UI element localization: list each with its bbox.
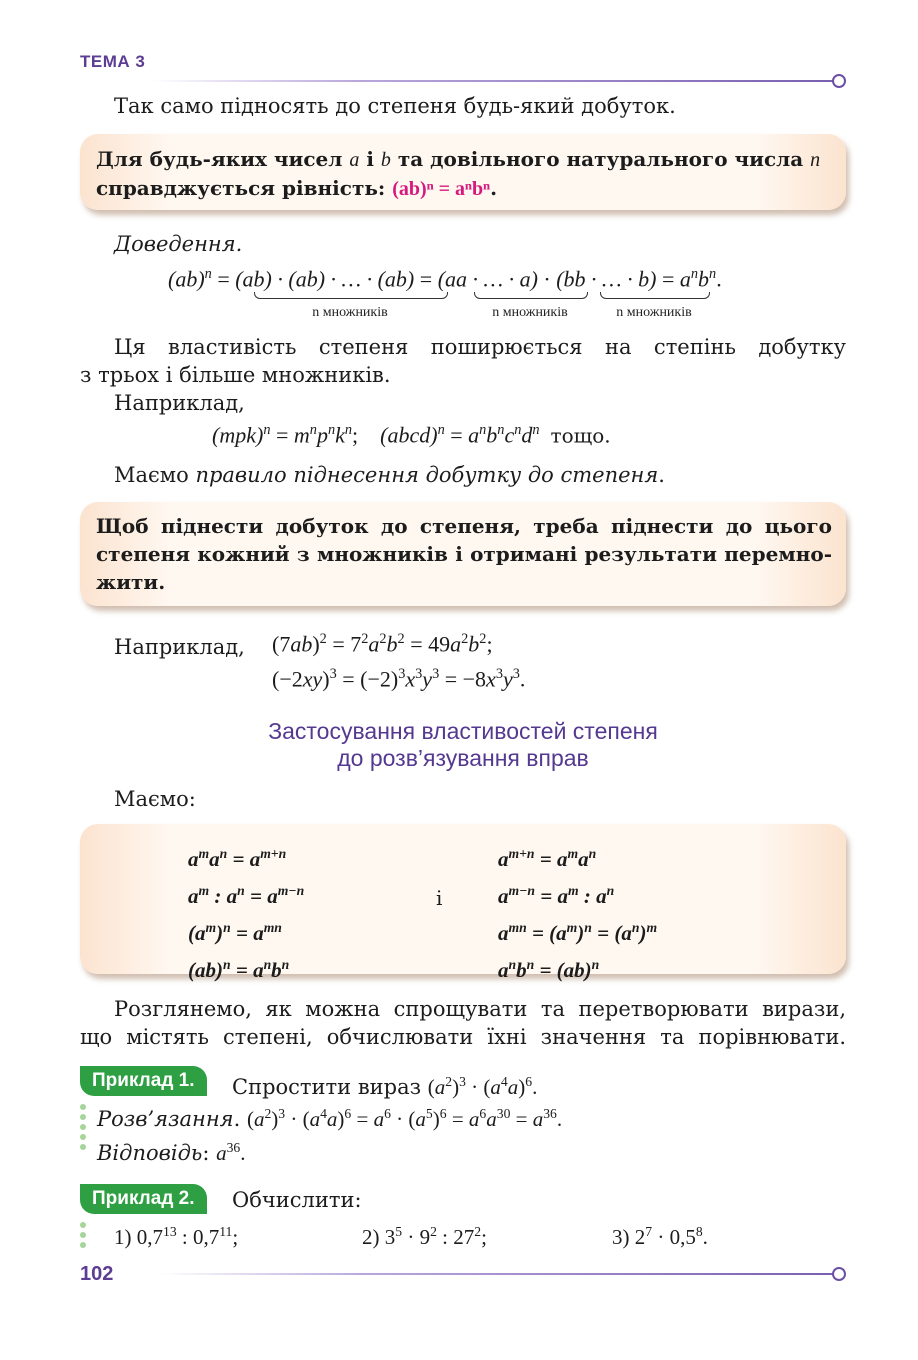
rule-box [80, 502, 846, 606]
example-1-task: Спростити вираз $(a^2)^3 \cdot (a^4a)^6$. [232, 1074, 538, 1099]
brace-1 [254, 292, 448, 299]
rule-intro: Маємо правило піднесення добутку до степеня. [114, 463, 665, 487]
example-2-task: Обчислити: [232, 1188, 362, 1212]
example-formula-2: $(-2xy)^3 = (-2)^3x^3y^3 = -8x^3y^3$. [272, 666, 526, 692]
rule-line-1: Щоб піднести добуток до степеня, треба піднести до цього [96, 514, 832, 538]
examples-label: Наприклад, [114, 635, 245, 659]
footer-ring-icon [832, 1267, 846, 1281]
theorem-formula: (ab)ⁿ = aⁿbⁿ [392, 178, 491, 200]
theorem-box [80, 134, 846, 210]
paragraph-1a: Ця властивість степеня поширюється на степінь добутку [114, 335, 846, 359]
proof-label: Доведення. [114, 232, 243, 256]
multi-factor-formula: $(mpk)^n = m^np^nk^n$; (abcd)$^n$ = $a^nb^nc^nd^n$ тощо. [212, 422, 611, 448]
theorem-line-1: Для будь-яких чисел a і b та довільного натурального числа n [96, 147, 821, 171]
example-2-badge: Приклад 2. [80, 1184, 207, 1214]
intro-text: Так само підносять до степеня будь-який добуток. [114, 94, 676, 118]
example-word: Наприклад, [114, 391, 245, 415]
example-2-dots [80, 1222, 86, 1252]
formula-right: $a^{m+n} = a^ma^n$ $a^{m-n} = a^m$ : $a^n$ $a^{mn} = (a^m)^n = (a^n)^m$ $a^nb^n = (ab)^n$ [498, 846, 658, 982]
rule-line-3: жити. [96, 570, 166, 594]
have-label: Маємо: [114, 787, 196, 811]
header-ring-icon [832, 74, 846, 88]
paragraph-1b: з трьох і більше множників. [80, 363, 391, 387]
theorem-line-2: справджується рівність: (ab)ⁿ = aⁿbⁿ. [96, 176, 498, 200]
example-2-items: 1) $0,7^{13}$ : $0,7^{11}$; 2) $3^5 \cdot 9^2$ : $27^2$; 3) $2^7 \cdot 0,5^8$. [114, 1224, 708, 1249]
example-formula-1: $(7ab)^2 = 7^2a^2b^2 = 49a^2b^2$; [272, 631, 493, 657]
header-rule [150, 80, 834, 82]
example-1-answer: Відповідь: $a^{36}$. [97, 1140, 246, 1165]
brace-2 [474, 292, 588, 299]
formula-connector: і [436, 886, 443, 910]
brace-3 [600, 292, 710, 299]
formula-box [80, 824, 846, 982]
example-1-dots [80, 1104, 86, 1154]
proof-formula: (ab)$^n$ = (ab) · (ab) · … · (ab) = (aa · … · a) · (bb · … · $b) = a^nb^n$. [168, 266, 722, 292]
page-number: 102 [80, 1263, 114, 1285]
brace-label-2: n множників [492, 305, 568, 320]
brace-label-3: n множників [616, 305, 692, 320]
example-1-solution: Розв’язання. $(a^2)^3 \cdot (a^4a)^6 = a^6 \cdot (a^5)^6 = a^6a^{30} = a^{36}$. [97, 1106, 563, 1131]
topic-header: ТЕМА 3 [80, 52, 146, 71]
formula-left: $a^ma^n = a^{m+n}$ $a^m$ : $a^n = a^{m-n}$ $(a^m)^n = a^{mn}$ $(ab)^n = a^nb^n$ [188, 846, 305, 982]
rule-line-2: степеня кожний з множників і отримані результати перемно- [96, 542, 832, 566]
footer-rule [160, 1273, 834, 1275]
paragraph-2b: що містять степені, обчислювати їхні значення та порівнювати. [80, 1025, 846, 1049]
example-1-badge: Приклад 1. [80, 1066, 207, 1096]
section-title: Застосування властивостей степеня до розв’язування вправ [268, 718, 658, 771]
brace-label-1: n множників [312, 305, 388, 320]
paragraph-2a: Розглянемо, як можна спрощувати та перетворювати вирази, [114, 997, 846, 1021]
